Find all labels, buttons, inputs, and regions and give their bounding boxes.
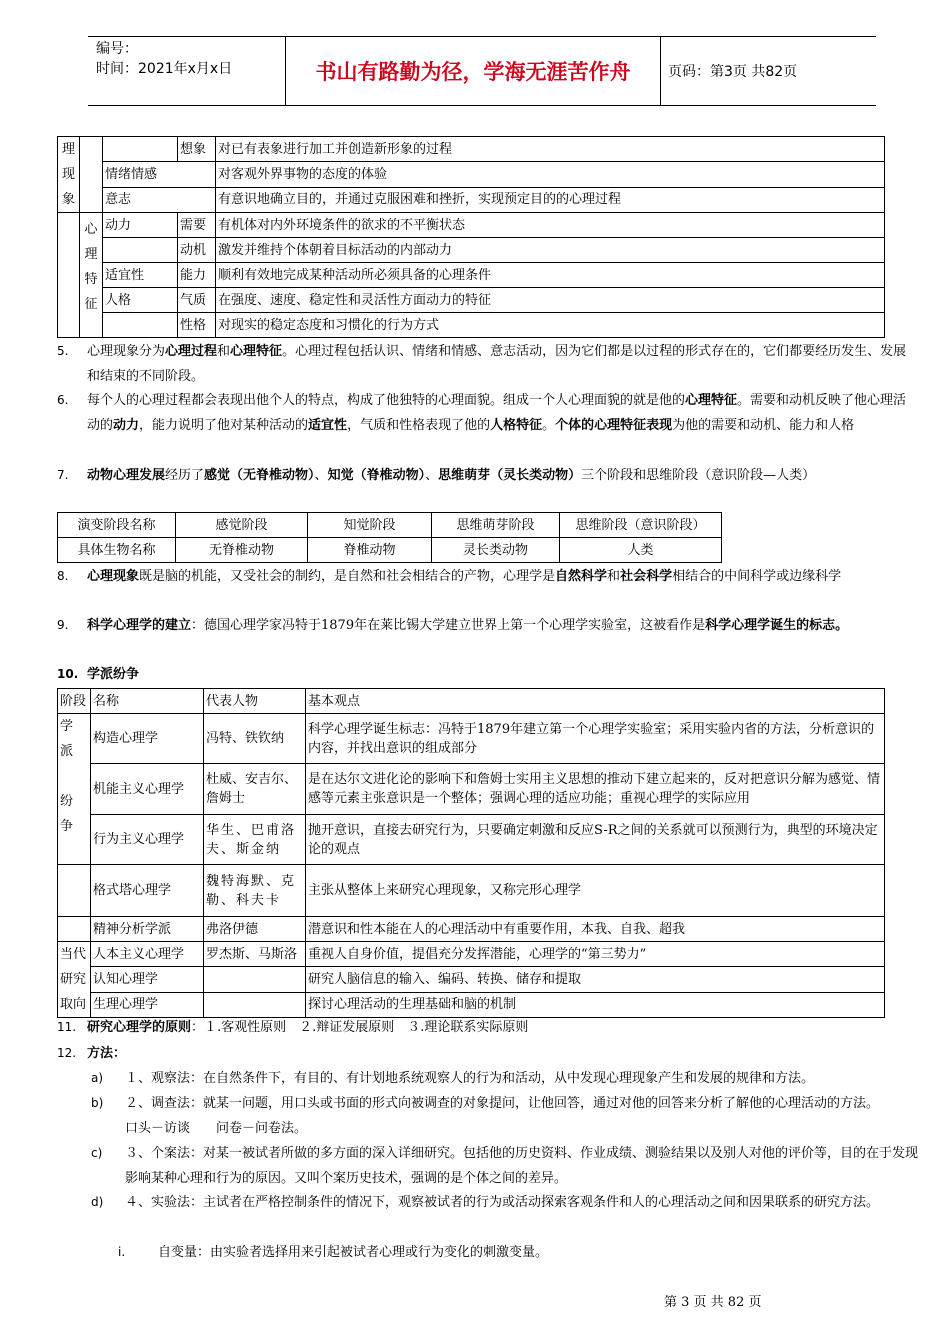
phenomena-label: 理 现 象 bbox=[58, 137, 80, 213]
method-c: c) ３、个案法：对某一被试者所做的多方面的深入详细研究。包括他的历史资料、作业成绩、测验结果以及别人对他的评价等，目的在于发现影响某种心理和行为的原因。又叫个案历史技术，强调的是个体之间的差异。 bbox=[91, 1146, 919, 1186]
cell bbox=[204, 992, 306, 1017]
cell: 对现实的稳定态度和习惯化的行为方式 bbox=[216, 313, 885, 338]
page-footer: 第 3 页 共 82 页 bbox=[664, 1295, 762, 1310]
cell: 科学心理学诞生标志：冯特于1879年建立第一个心理学实验室；采用实验内省的方法，分析意识的内容，并找出意识的组成部分 bbox=[306, 714, 885, 764]
cell: 思维萌芽阶段 bbox=[432, 513, 560, 538]
cell: 生理心理学 bbox=[91, 992, 204, 1017]
cell: 机能主义心理学 bbox=[91, 764, 204, 815]
cell: 有机体对内外环境条件的欲求的不平衡状态 bbox=[216, 213, 885, 238]
cell: 动机 bbox=[178, 238, 216, 263]
cell: 对已有表象进行加工并创造新形象的过程 bbox=[216, 137, 885, 162]
stage-schools-label: 学 派 纷 争 bbox=[58, 714, 91, 865]
traits-label: 心 理 特 征 bbox=[80, 213, 103, 338]
cell: 需要 bbox=[178, 213, 216, 238]
cell: 气质 bbox=[178, 288, 216, 313]
header-cell: 基本观点 bbox=[306, 689, 885, 714]
cell: 灵长类动物 bbox=[432, 538, 560, 563]
paragraph-7: 7. 动物心理发展经历了感觉（无脊椎动物）、知觉（脊椎动物）、思维萌芽（灵长类动物）三个阶段和思维阶段（意识阶段—人类） bbox=[57, 468, 816, 483]
cell: 思维阶段（意识阶段） bbox=[560, 513, 722, 538]
cell: 无脊椎动物 bbox=[176, 538, 308, 563]
cell: 有意识地确立目的，并通过克服困难和挫折，实现预定目的的心理过程 bbox=[216, 187, 885, 212]
cell: 情绪情感 bbox=[103, 162, 216, 187]
paragraph-11: 11. 研究心理学的原则：１.客观性原则 ２.辩证发展原则 ３.理论联系实际原则 bbox=[57, 1020, 529, 1035]
cell: 知觉阶段 bbox=[308, 513, 432, 538]
cell: 冯特、铁钦纳 bbox=[204, 714, 306, 764]
cell: 顺利有效地完成某种活动所必须具备的心理条件 bbox=[216, 263, 885, 288]
cell: 抛开意识，直接去研究行为，只要确定刺激和反应S-R之间的关系就可以预测行为，典型的环境决定论的观点 bbox=[306, 815, 885, 865]
stage-modern-label: 当代 研究 取向 bbox=[58, 942, 91, 1018]
cell: 人类 bbox=[560, 538, 722, 563]
cell: 魏特海默、克勒、科夫卡 bbox=[204, 865, 306, 917]
method-d: d) ４、实验法：主试者在严格控制条件的情况下，观察被试者的行为或活动探索客观条件和人的心理活动之间和因果联系的研究方法。 bbox=[91, 1195, 880, 1210]
header-meta bbox=[88, 37, 286, 105]
cell: 行为主义心理学 bbox=[91, 815, 204, 865]
header-cell: 代表人物 bbox=[204, 689, 306, 714]
cell: 认知心理学 bbox=[91, 967, 204, 992]
cell: 罗杰斯、马斯洛 bbox=[204, 942, 306, 967]
method-d-i: i. 自变量：由实验者选择用来引起被试者心理或行为变化的刺激变量。 bbox=[118, 1245, 549, 1260]
cell: 弗洛伊德 bbox=[204, 917, 306, 942]
cell: 重视人自身价值，提倡充分发挥潜能，心理学的“第三势力” bbox=[306, 942, 885, 967]
cell: 精神分析学派 bbox=[91, 917, 204, 942]
cell: 是在达尔文进化论的影响下和詹姆士实用主义思想的推动下建立起来的，反对把意识分解为感觉、情感等元素主张意识是一个整体；强调心理的适应功能；重视心理学的实际应用 bbox=[306, 764, 885, 815]
cell: 能力 bbox=[178, 263, 216, 288]
cell bbox=[204, 967, 306, 992]
cell: 想象 bbox=[178, 137, 216, 162]
cell: 人本主义心理学 bbox=[91, 942, 204, 967]
method-b: b) ２、调查法：就某一问题，用口头或书面的形式向被调查的对象提问，让他回答，通过对他的回答来分析了解他的心理活动的方法。 口头－访谈 问卷－问卷法。 bbox=[91, 1096, 899, 1136]
cell: 华生、巴甫洛夫、斯金纳 bbox=[204, 815, 306, 865]
header-motto: 书山有路勤为径，学海无涯苦作舟 bbox=[286, 37, 661, 105]
cell: 适宜性 bbox=[103, 263, 178, 288]
method-a: a) １、观察法：在自然条件下，有目的、有计划地系统观察人的行为和活动，从中发现心理现象产生和发展的规律和方法。 bbox=[91, 1071, 815, 1086]
page-header bbox=[88, 36, 876, 106]
cell: 脊椎动物 bbox=[308, 538, 432, 563]
psych-phenomena-table bbox=[57, 136, 885, 338]
cell: 激发并维持个体朝着目标活动的内部动力 bbox=[216, 238, 885, 263]
evolution-stage-table bbox=[57, 512, 722, 563]
paragraph-5: 5. 心理现象分为心理过程和心理特征。心理过程包括认识、情绪和情感、意志活动，因为它们都是以过程的形式存在的，它们都要经历发生、发展和结束的不同阶段。 bbox=[57, 344, 907, 384]
cell: 意志 bbox=[103, 187, 216, 212]
header-cell: 阶段 bbox=[58, 689, 91, 714]
paragraph-10: 10. 学派纷争 bbox=[57, 667, 140, 682]
cell: 探讨心理活动的生理基础和脑的机制 bbox=[306, 992, 885, 1017]
header-cell: 名称 bbox=[91, 689, 204, 714]
doc-number-label: 编号： bbox=[96, 41, 138, 57]
cell: 研究人脑信息的输入、编码、转换、储存和提取 bbox=[306, 967, 885, 992]
header-page-label: 页码：第3页 共82页 bbox=[668, 64, 798, 80]
cell: 演变阶段名称 bbox=[58, 513, 176, 538]
cell: 对客观外界事物的态度的体验 bbox=[216, 162, 885, 187]
cell: 具体生物名称 bbox=[58, 538, 176, 563]
cell: 在强度、速度、稳定性和灵活性方面动力的特征 bbox=[216, 288, 885, 313]
cell: 杜威、安吉尔、詹姆士 bbox=[204, 764, 306, 815]
schools-table bbox=[57, 688, 885, 1018]
cell: 格式塔心理学 bbox=[91, 865, 204, 917]
cell: 感觉阶段 bbox=[176, 513, 308, 538]
paragraph-8: 8. 心理现象既是脑的机能，又受社会的制约，是自然和社会相结合的产物，心理学是自然科学和社会科学相结合的中间科学或边缘科学 bbox=[57, 569, 842, 584]
cell: 动力 bbox=[103, 213, 178, 238]
doc-time-label: 时间：2021年x月x日 bbox=[96, 61, 233, 77]
paragraph-9: 9. 科学心理学的建立：德国心理学家冯特于1879年在莱比锡大学建立世界上第一个心理学实验室，这被看作是科学心理学诞生的标志。 bbox=[57, 618, 849, 633]
cell: 构造心理学 bbox=[91, 714, 204, 764]
cell: 潜意识和性本能在人的心理活动中有重要作用，本我、自我、超我 bbox=[306, 917, 885, 942]
paragraph-12: 12. 方法： bbox=[57, 1046, 127, 1061]
cell: 主张从整体上来研究心理现象，又称完形心理学 bbox=[306, 865, 885, 917]
paragraph-6: 6. 每个人的心理过程都会表现出他个人的特点，构成了他独特的心理面貌。组成一个人心理面貌的就是他的心理特征。需要和动机反映了他心理活动的动力，能力说明了他对某种活动的适宜性，气质和性格表现了他的人格特征。个体的心理特征表现为他的需要和动机、能力和人格 bbox=[57, 393, 907, 433]
cell: 性格 bbox=[178, 313, 216, 338]
cell: 人格 bbox=[103, 288, 178, 313]
